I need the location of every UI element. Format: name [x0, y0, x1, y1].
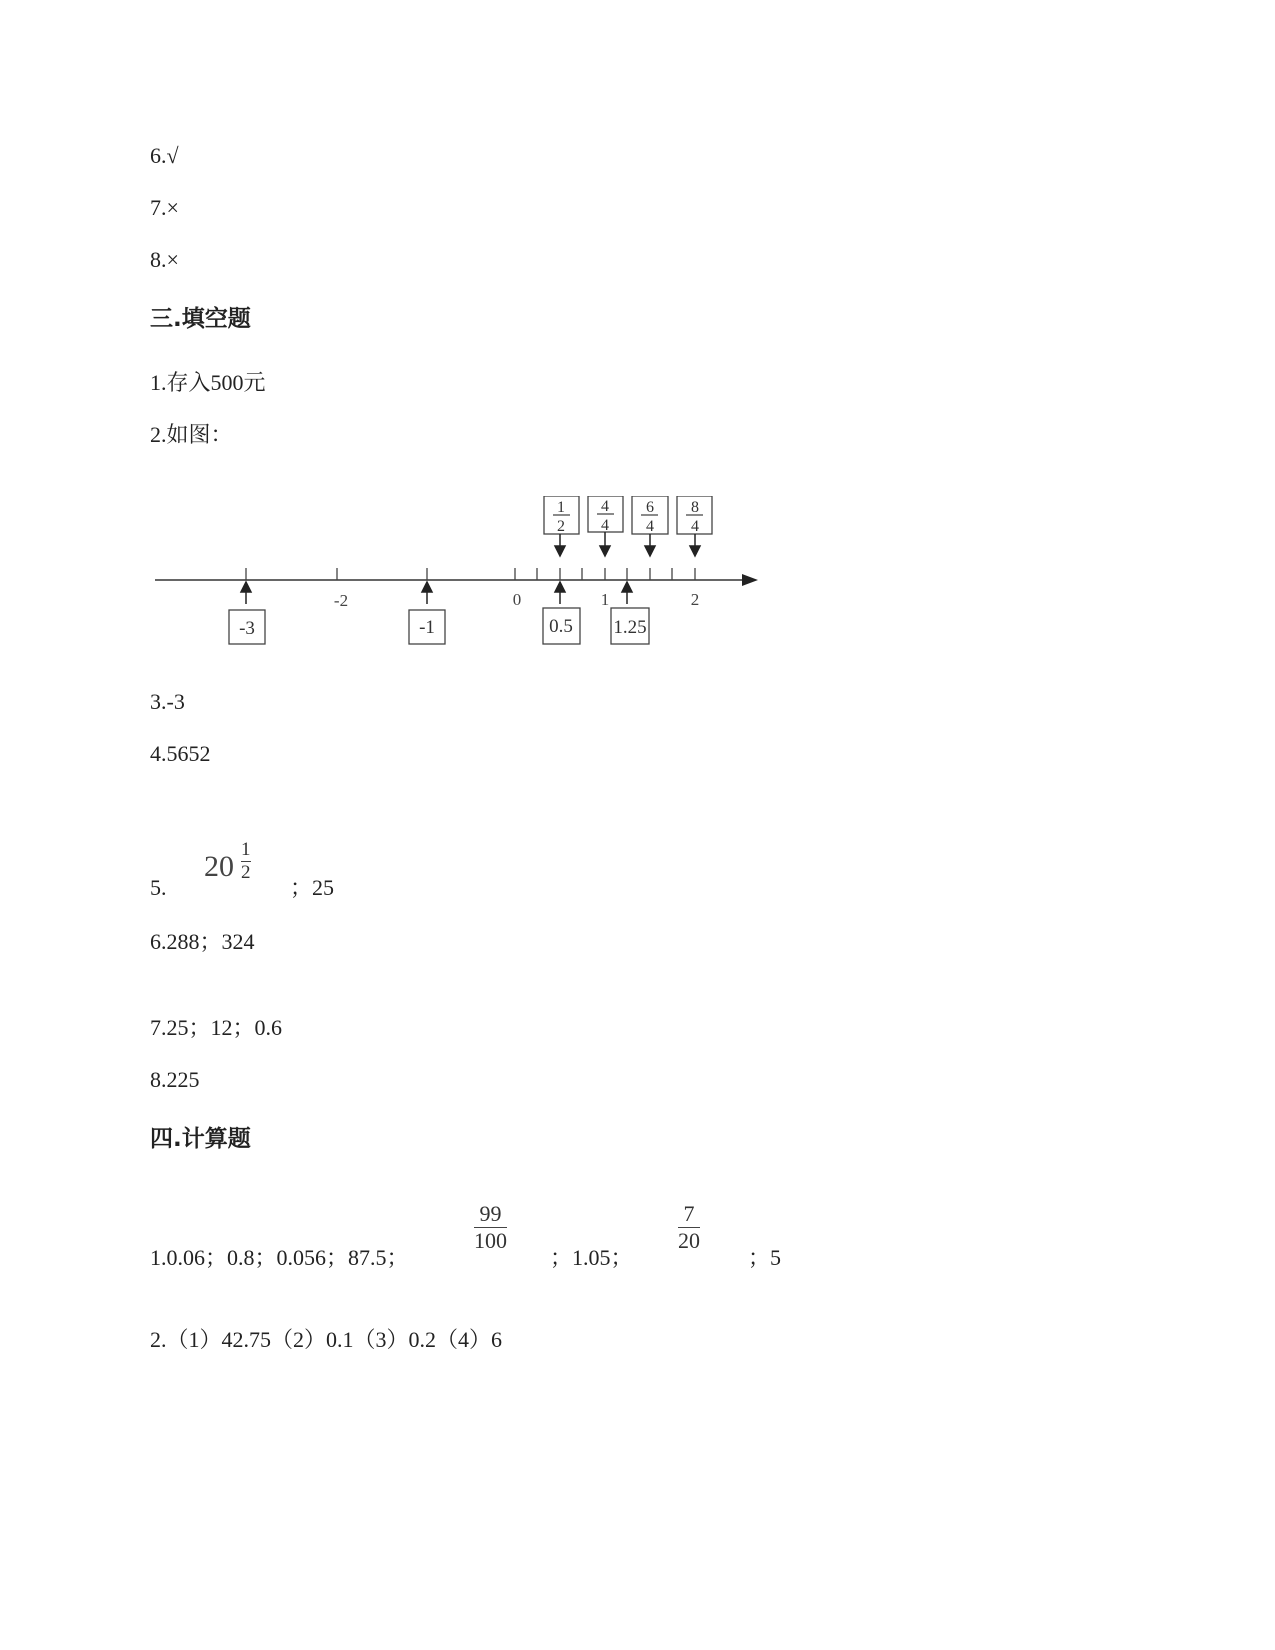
tick-label: 0: [512, 590, 522, 609]
fraction-denominator: 4: [691, 518, 699, 535]
down-arrow-icon: [555, 546, 565, 556]
up-arrow-icon: [241, 582, 251, 592]
box-label: -3: [239, 618, 255, 639]
answer-8: 8.×: [150, 247, 179, 272]
fill-answer-5-suffix: ；25: [290, 875, 335, 900]
calc-answer-1-part2: ；1.05；: [550, 1245, 633, 1270]
up-arrow-icon: [622, 582, 632, 592]
mixed-number-whole: 20: [204, 850, 234, 883]
fraction-numerator: 4: [601, 498, 609, 515]
fraction-denominator: 2: [557, 518, 565, 535]
down-arrow-icon: [690, 546, 700, 556]
fraction-numerator: 8: [691, 499, 699, 516]
fill-answer-3: 3.-3: [150, 689, 185, 714]
section-heading-fill-blank: 三.填空题: [150, 306, 251, 332]
fraction-denominator: 20: [678, 1228, 700, 1253]
fill-answer-4: 4.5652: [150, 741, 211, 766]
calc-answer-1-part1: 1.0.06；0.8；0.056；87.5；: [150, 1245, 409, 1270]
mixed-number-fraction: [241, 840, 251, 883]
axis-ticks: [246, 568, 695, 580]
tick-label: -2: [333, 591, 349, 610]
up-arrow-icon: [555, 582, 565, 592]
fill-answer-1: 1.存入500元: [150, 370, 266, 395]
mixed-number-denominator: 2: [241, 862, 251, 883]
box-label: 1.25: [613, 617, 647, 638]
fraction-numerator: 6: [646, 499, 654, 516]
fraction-denominator: 100: [474, 1228, 507, 1253]
tick-label: 2: [690, 590, 700, 609]
down-arrow-icon: [645, 546, 655, 556]
number-line-figure: [150, 496, 770, 656]
calc-answer-2: 2.（1）42.75（2）0.1（3）0.2（4）6: [150, 1327, 503, 1352]
calc-answer-1-part3: ；5: [748, 1245, 782, 1270]
fill-answer-5-prefix: 5.: [150, 875, 167, 900]
fill-answer-6: 6.288；324: [150, 929, 255, 954]
fill-answer-2: 2.如图：: [150, 422, 233, 447]
fraction-99-100: [474, 1202, 507, 1253]
box-label: 0.5: [549, 616, 573, 637]
fraction-numerator: 7: [683, 1201, 695, 1226]
mixed-number-numerator: 1: [241, 839, 251, 860]
fill-answer-8: 8.225: [150, 1067, 200, 1092]
tick-label: 1: [600, 590, 610, 609]
fraction-7-20: [678, 1202, 700, 1253]
fraction-numerator: 1: [557, 499, 565, 516]
up-arrow-icon: [422, 582, 432, 592]
axis-arrow-icon: [742, 574, 758, 586]
fraction-numerator: 99: [479, 1201, 502, 1226]
box-label: -1: [419, 617, 435, 638]
section-heading-calculation: 四.计算题: [150, 1126, 251, 1152]
answer-6: 6.√: [150, 143, 179, 168]
fill-answer-7: 7.25；12；0.6: [150, 1015, 283, 1040]
fraction-denominator: 4: [601, 517, 609, 534]
fraction-denominator: 4: [646, 518, 654, 535]
answer-7: 7.×: [150, 195, 179, 220]
down-arrow-icon: [600, 546, 610, 556]
